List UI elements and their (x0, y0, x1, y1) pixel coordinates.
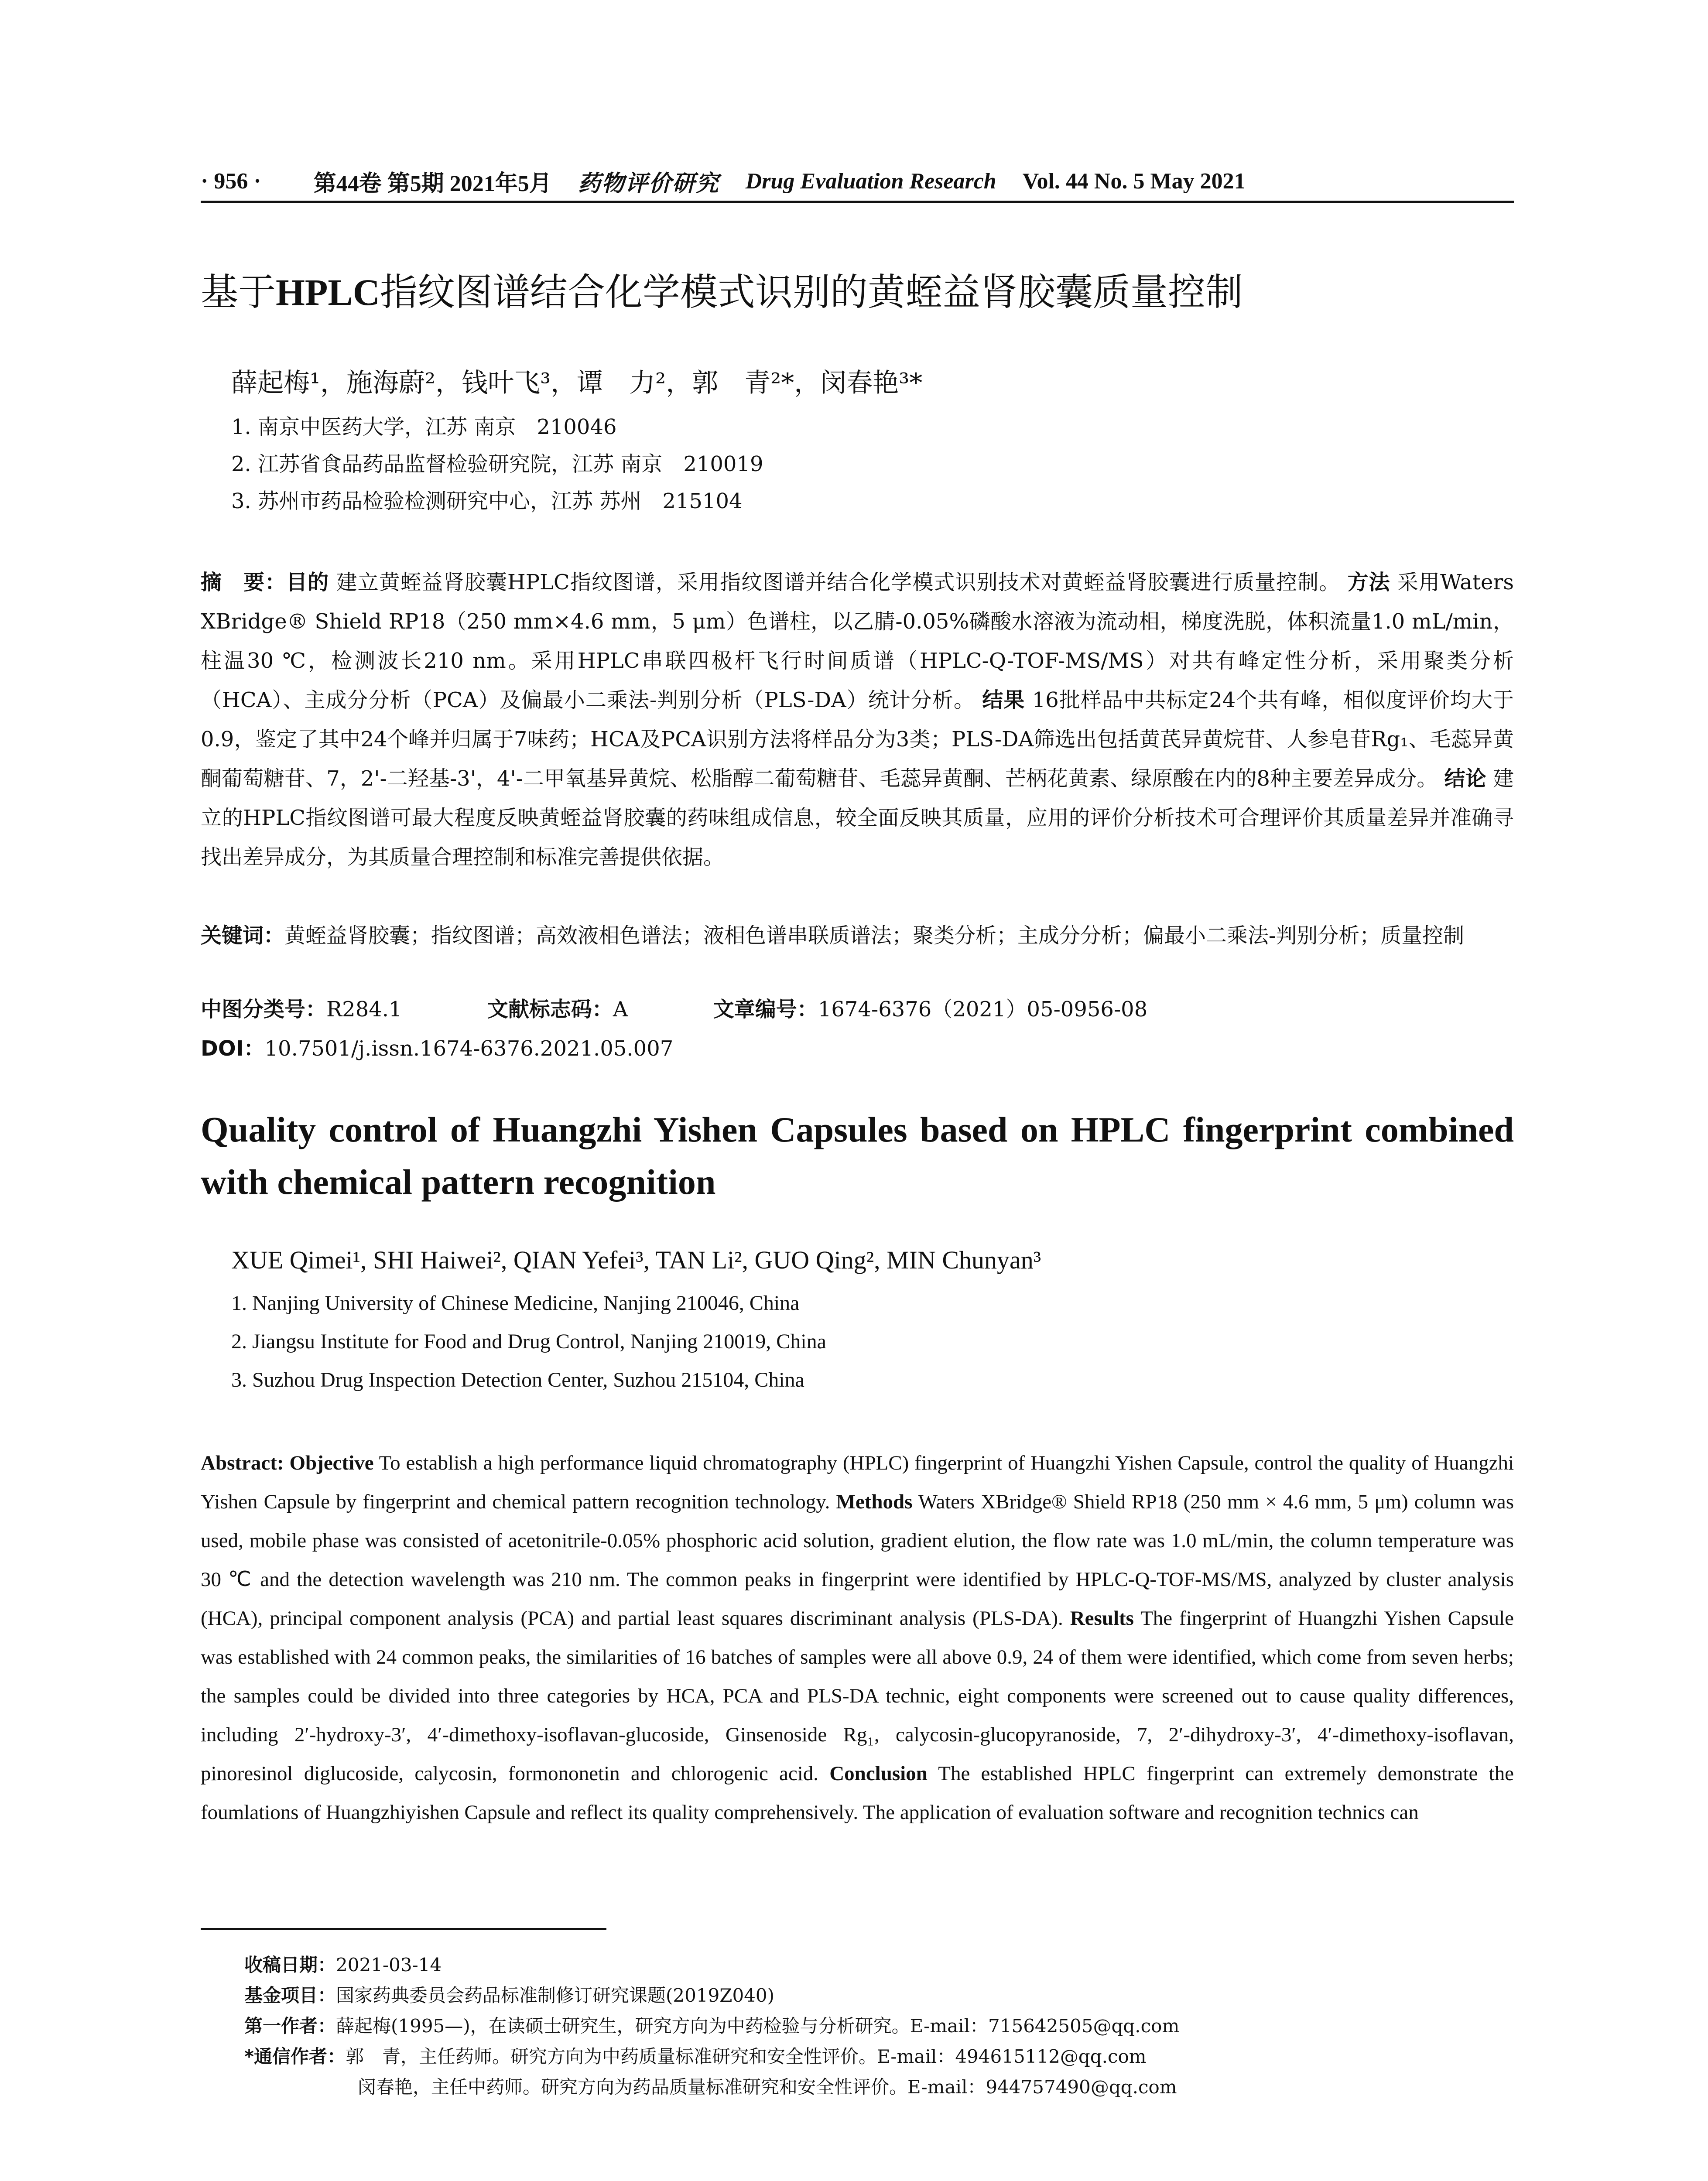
footnote-corresponding-2: 闵春艳，主任中药师。研究方向为药品质量标准研究和安全性评价。E-mail：944757490@qq.com (358, 2076, 1177, 2098)
footnotes (244, 1950, 1509, 2102)
classification-line: 中图分类号：R284.1 文献标志码：A 文章编号：1674-6376（2021）05-0956-08 (201, 997, 1148, 1022)
doi-link[interactable]: 10.7501/j.issn.1674-6376.2021.05.007 (264, 1036, 674, 1061)
affiliation-cn-2: 2. 江苏省食品药品监督检验研究院，江苏 南京 210019 (231, 452, 763, 476)
affiliation-en-3: 3. Suzhou Drug Inspection Detection Center, Suzhou 215104, China (231, 1368, 804, 1391)
issue-en: Vol. 44 No. 5 May 2021 (1022, 168, 1246, 194)
affiliation-cn-3: 3. 苏州市药品检验检测研究中心，江苏 苏州 215104 (231, 489, 743, 513)
footnote-first-author: 第一作者：薛起梅(1995—)，在读硕士研究生，研究方向为中药检验与分析研究。E-mail：715642505@qq.com (244, 2015, 1180, 2037)
keywords-cn: 关键词：黄蛭益肾胶囊；指纹图谱；高效液相色谱法；液相色谱串联质谱法；聚类分析；主成分分析；偏最小二乘法-判别分析；质量控制 (201, 923, 1465, 948)
footnote-corresponding: *通信作者：郭 青，主任药师。研究方向为中药质量标准研究和安全性评价。E-mail：494615112@qq.com (244, 2046, 1147, 2067)
footnote-received: 收稿日期：2021-03-14 (244, 1954, 442, 1976)
journal-name-en: Drug Evaluation Research (745, 168, 996, 194)
authors-en: XUE Qimei¹, SHI Haiwei², QIAN Yefei³, TAN Li², GUO Qing², MIN Chunyan³ (231, 1246, 1041, 1274)
title-en: Quality control of Huangzhi Yishen Capsules based on HPLC fingerprint combined with chemical pattern recognition (201, 1110, 1514, 1202)
affiliation-en-1: 1. Nanjing University of Chinese Medicine, Nanjing 210046, China (231, 1292, 800, 1315)
title-cn: 基于HPLC指纹图谱结合化学模式识别的黄蛭益肾胶囊质量控制 (201, 270, 1243, 314)
affiliation-cn-1: 1. 南京中医药大学，江苏 南京 210046 (231, 415, 617, 439)
footnote-divider (201, 1928, 606, 1930)
affiliation-en-2: 2. Jiangsu Institute for Food and Drug Control, Nanjing 210019, China (231, 1330, 826, 1353)
issue-cn: 第44卷 第5期 2021年5月 (313, 171, 552, 196)
running-header (201, 161, 1514, 203)
page-number: · 956 · (201, 168, 261, 194)
authors-cn: 薛起梅¹，施海蔚²，钱叶飞³，谭 力²，郭 青²*，闵春艳³* (231, 368, 923, 398)
abstract-cn: 摘 要：目的 建立黄蛭益肾胶囊HPLC指纹图谱，采用指纹图谱并结合化学模式识别技术对黄蛭益肾胶囊进行质量控制。 方法 采用Waters XBridge® Shield RP18（250 mm×4.6 mm，5 μm）色谱柱，以乙腈-0.05%磷酸水溶液为流动相，梯度洗脱，体积流量1.0 mL/min，柱温30 ℃，检测波长210 nm。采用HPLC串联四极杆飞行时间质谱（HPLC-Q-TOF-MS/MS）对共有峰定性分析，采用聚类分析（HCA）、主成分分析（PCA）及偏最小二乘法-判别分析（PLS-DA）统计分析。 结果 16批样品中共标定24个共有峰，相似度评价均大于0.9，鉴定了其中24个峰并归属于7味药；HCA及PCA识别方法将样品分为3类；PLS-DA筛选出包括黄芪异黄烷苷、人参皂苷Rg₁、毛蕊异黄酮葡萄糖苷、7，2'-二羟基-3'，4'-二甲氧基异黄烷、松脂醇二葡萄糖苷、毛蕊异黄酮、芒柄花黄素、绿原酸在内的8种主要差异成分。 结论 建立的HPLC指纹图谱可最大程度反映黄蛭益肾胶囊的药味组成信息，较全面反映其质量，应用的评价分析技术可合理评价其质量差异并准确寻找出差异成分，为其质量合理控制和标准完善提供依据。 (201, 570, 1514, 869)
doi-line: DOI：10.7501/j.issn.1674-6376.2021.05.007 (201, 1036, 674, 1061)
footnote-fund: 基金项目：国家药典委员会药品标准制修订研究课题(2019Z040) (244, 1985, 775, 2006)
abstract-en: Abstract: Objective To establish a high performance liquid chromatography (HPLC) fingerprint of Huangzhi Yishen Capsule, control the quality of Huangzhi Yishen Capsule by fingerprint and chemical pattern recognition technology. Methods Waters XBridge® Shield RP18 (250 mm × 4.6 mm, 5 μm) column was used, mobile phase was consisted of acetonitrile-0.05% phosphoric acid solution, gradient elution, the flow rate was 1.0 mL/min, the column temperature was 30 ℃ and the detection wavelength was 210 nm. The common peaks in fingerprint were identified by HPLC-Q-TOF-MS/MS, analyzed by cluster analysis (HCA), principal component analysis (PCA) and partial least squares discriminant analysis (PLS-DA). Results The fingerprint of Huangzhi Yishen Capsule was established with 24 common peaks, the similarities of 16 batches of samples were all above 0.9, 24 of them were identified, which come from seven herbs; the samples could be divided into three categories by HCA, PCA and PLS-DA technic, eight components were screened out to cause quality differences, including 2′-hydroxy-3′, 4′-dimethoxy-isoflavan-glucoside, Ginsenoside Rg₁, calycosin-glucopyranoside, 7, 2′-dihydroxy-3′, 4′-dimethoxy-isoflavan, pinoresinol diglucoside, calycosin, formononetin and chlorogenic acid. Conclusion The established HPLC fingerprint can extremely demonstrate the foumlations of Huangzhiyishen Capsule and reflect its quality comprehensively. The application of evaluation software and recognition technics can (201, 1452, 1514, 1824)
journal-logo: 药物评价研究 (578, 171, 719, 196)
